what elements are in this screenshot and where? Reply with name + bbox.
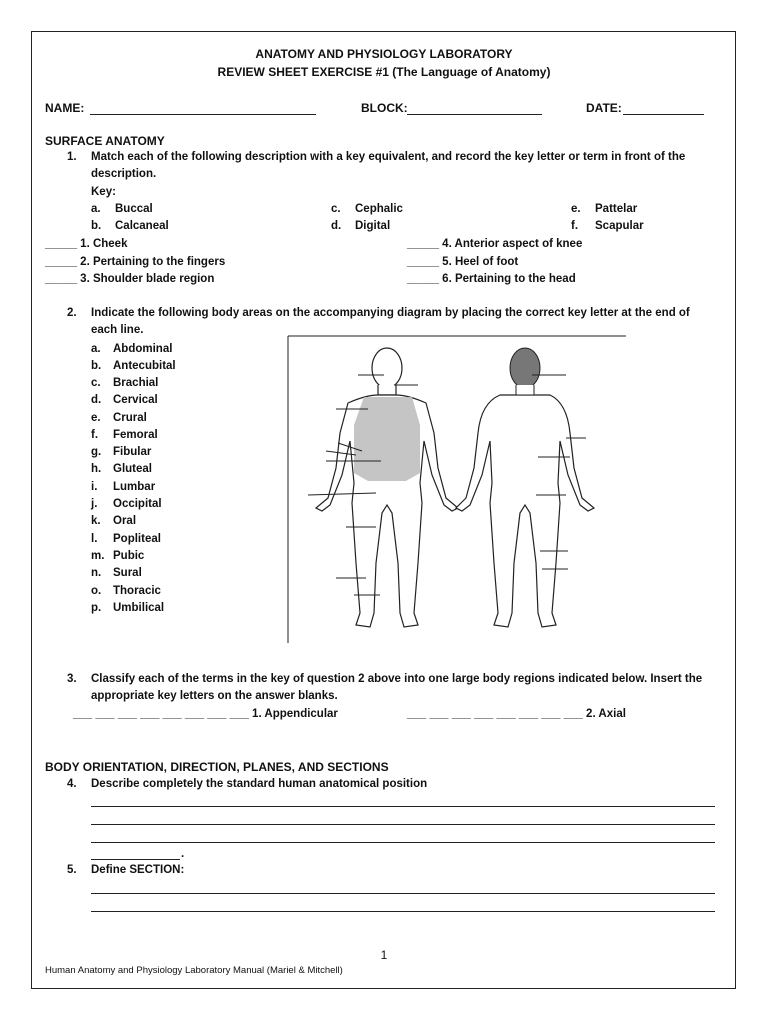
axial-answer-blanks[interactable]: ___ ___ ___ ___ ___ ___ ___ ___ 2. Axial <box>407 708 626 720</box>
key-item: a. Buccal <box>91 203 153 215</box>
area-key-item: m. Pubic <box>91 550 145 562</box>
area-key-item: b. Antecubital <box>91 360 176 372</box>
key-item: d. Digital <box>331 220 391 232</box>
area-key-item: l. Popliteal <box>91 533 161 545</box>
q1-key-label: Key: <box>91 186 116 198</box>
body-diagram <box>286 333 631 645</box>
q1-item[interactable]: _____ 5. Heel of foot <box>407 256 519 268</box>
area-key-item: j. Occipital <box>91 498 162 510</box>
area-key-item: f. Femoral <box>91 429 158 441</box>
q1-item[interactable]: _____ 1. Cheek <box>45 238 128 250</box>
area-key-item: n. Sural <box>91 567 142 579</box>
area-key-item: g. Fibular <box>91 446 152 458</box>
q1-item[interactable]: _____ 4. Anterior aspect of knee <box>407 238 583 250</box>
q3-text-line1: Classify each of the terms in the key of question 2 above into one large body regions indicated below. Insert the <box>91 673 703 685</box>
q3-text-line2: appropriate key letters on the answer blanks. <box>91 690 338 702</box>
area-key-item: e. Crural <box>91 412 147 424</box>
area-key-item: k. Oral <box>91 515 137 527</box>
q5-answer-line[interactable] <box>91 911 715 912</box>
q4-number: 4. <box>67 778 77 790</box>
q2-text-line2: each line. <box>91 324 144 336</box>
q4-answer-period: . <box>181 848 185 860</box>
q5-number: 5. <box>67 864 77 876</box>
q2-number: 2. <box>67 307 77 319</box>
area-key-item: p. Umbilical <box>91 602 165 614</box>
anterior-figure <box>316 348 458 627</box>
q5-text: Define SECTION: <box>91 864 185 876</box>
q1-item[interactable]: _____ 2. Pertaining to the fingers <box>45 256 226 268</box>
area-key-item: o. Thoracic <box>91 585 161 597</box>
area-key-item: h. Gluteal <box>91 463 152 475</box>
occipital-shading <box>510 348 540 388</box>
q3-number: 3. <box>67 673 77 685</box>
key-item: c. Cephalic <box>331 203 403 215</box>
q1-number: 1. <box>67 151 77 163</box>
q1-item[interactable]: _____ 3. Shoulder blade region <box>45 273 215 285</box>
key-item: f. Scapular <box>571 220 644 232</box>
footer-source: Human Anatomy and Physiology Laboratory Manual (Mariel & Mitchell) <box>45 965 343 976</box>
key-item: e. Pattelar <box>571 203 638 215</box>
section-heading-body-orientation: BODY ORIENTATION, DIRECTION, PLANES, AND SECTIONS <box>45 760 389 774</box>
block-label: BLOCK: <box>361 101 408 115</box>
area-key-item: a. Abdominal <box>91 343 173 355</box>
date-label: DATE: <box>586 101 622 115</box>
area-key-item: d. Cervical <box>91 394 158 406</box>
name-field[interactable] <box>90 114 316 115</box>
block-field[interactable] <box>407 114 542 115</box>
appendicular-answer-blanks[interactable]: ___ ___ ___ ___ ___ ___ ___ ___ 1. Appendicular <box>73 708 338 720</box>
area-key-item: c. Brachial <box>91 377 159 389</box>
q1-item[interactable]: _____ 6. Pertaining to the head <box>407 273 576 285</box>
page-title: ANATOMY AND PHYSIOLOGY LABORATORY <box>255 47 513 61</box>
q5-answer-line[interactable] <box>91 893 715 894</box>
page-number: 1 <box>380 948 388 962</box>
area-key-item: i. Lumbar <box>91 481 156 493</box>
q2-text-line1: Indicate the following body areas on the accompanying diagram by placing the correct key letter at the end of <box>91 307 690 319</box>
date-field[interactable] <box>623 114 704 115</box>
posterior-figure <box>456 395 594 627</box>
q4-answer-line[interactable] <box>91 859 180 860</box>
q4-answer-line[interactable] <box>91 824 715 825</box>
q4-answer-line[interactable] <box>91 842 715 843</box>
page-subtitle: REVIEW SHEET EXERCISE #1 (The Language of Anatomy) <box>217 65 551 79</box>
q1-text-line1: Match each of the following description with a key equivalent, and record the key letter or term in front of the <box>91 151 686 163</box>
thoracic-abdominal-shading <box>354 397 420 481</box>
q4-answer-line[interactable] <box>91 806 715 807</box>
section-heading-surface-anatomy: SURFACE ANATOMY <box>45 134 165 148</box>
q4-text: Describe completely the standard human anatomical position <box>91 778 428 790</box>
q1-text-line2: description. <box>91 168 157 180</box>
name-label: NAME: <box>45 101 85 115</box>
key-item: b. Calcaneal <box>91 220 169 232</box>
